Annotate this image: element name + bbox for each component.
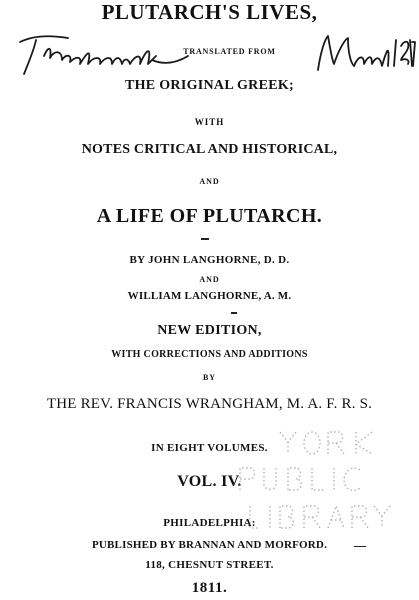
new-edition-line: NEW EDITION,	[157, 323, 262, 338]
translated-from-line: TRANSLATED FROM	[183, 47, 276, 56]
author-john-line: BY JOHN LANGHORNE, D. D.	[129, 254, 290, 266]
with-line: WITH	[194, 117, 225, 127]
notes-line: NOTES CRITICAL AND HISTORICAL,	[81, 142, 338, 157]
corrections-line: WITH CORRECTIONS AND ADDITIONS	[111, 349, 308, 360]
place-line: PHILADELPHIA:	[163, 517, 256, 529]
and-line-1: AND	[199, 177, 220, 186]
decorative-rule-1	[201, 238, 209, 240]
author-william-line: WILLIAM LANGHORNE, A. M.	[127, 290, 292, 302]
decorative-rule-2	[231, 312, 237, 314]
volumes-line: IN EIGHT VOLUMES.	[151, 442, 268, 454]
handwritten-signature	[6, 26, 416, 82]
and-line-2: AND	[199, 275, 220, 284]
life-of-plutarch-line: A LIFE OF PLUTARCH.	[96, 205, 323, 227]
editor-wrangham-line: THE REV. FRANCIS WRANGHAM, M. A. F. R. S.	[46, 396, 373, 412]
address-line: 118, CHESNUT STREET.	[145, 559, 274, 571]
book-title: PLUTARCH'S LIVES,	[101, 0, 318, 24]
volume-number-line: VOL. IV.	[177, 473, 242, 490]
decorative-rule-3	[354, 546, 366, 547]
library-stamp	[210, 428, 400, 538]
publisher-line: PUBLISHED BY BRANNAN AND MORFORD.	[91, 539, 328, 551]
by-line: BY	[202, 373, 217, 382]
year-line: 1811.	[191, 580, 228, 596]
original-greek-line: THE ORIGINAL GREEK;	[124, 78, 295, 93]
